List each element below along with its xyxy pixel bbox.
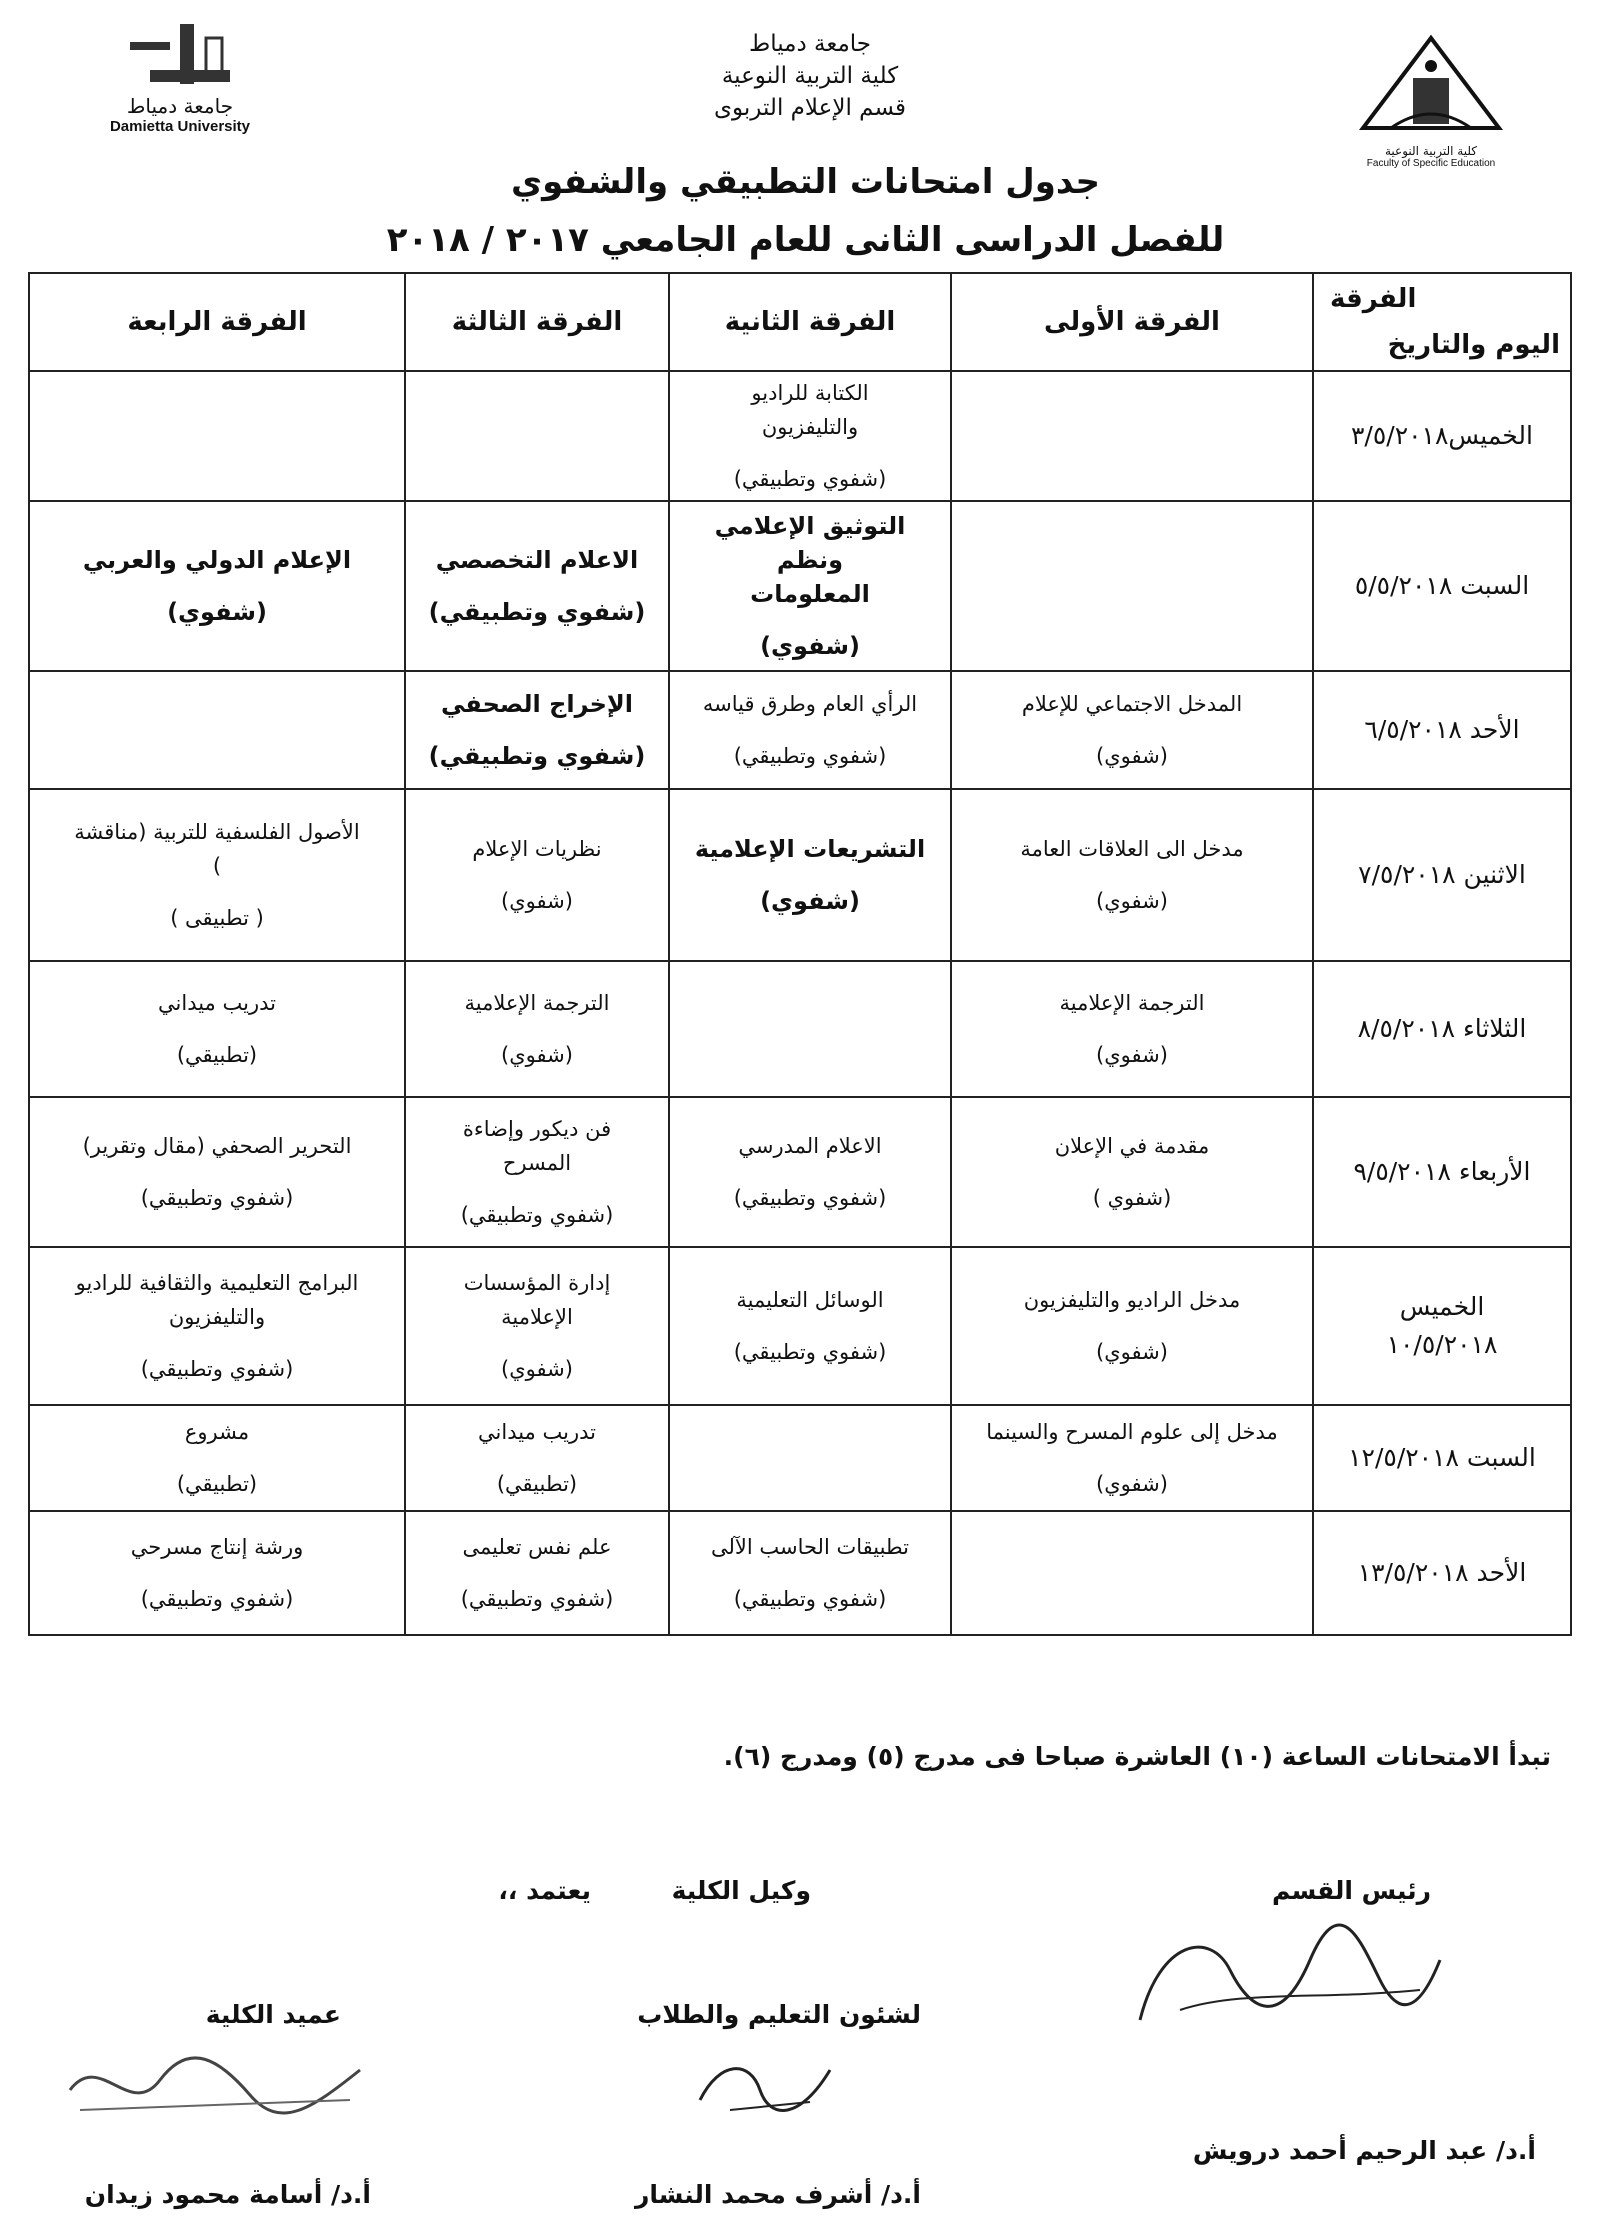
day-date-cell [1313, 1405, 1571, 1511]
subject-name: ) [212, 854, 222, 878]
subject-cell [29, 961, 405, 1097]
subject-cell [669, 1247, 951, 1405]
day-date-line: الأحد ١٣/٥/٢٠١٨ [1357, 1558, 1527, 1587]
day-date-line: الخميس [1399, 1292, 1485, 1321]
approval-label: يعتمد ،، [498, 1876, 591, 1905]
subject-cell [29, 671, 405, 789]
exam-type-label: (تطبيقي) [176, 1472, 258, 1496]
day-date-line: ١٠/٥/٢٠١٨ [1386, 1330, 1498, 1359]
column-header: الفرقة الرابعة [29, 273, 405, 371]
head-of-department-title: رئيس القسم [1271, 1876, 1431, 1905]
exam-type-label: (شفوي) [1096, 1472, 1168, 1496]
exam-type-label: (شفوي وتطبيقي) [733, 1186, 887, 1210]
vice-dean-signature-icon [690, 2040, 850, 2130]
subject-cell [29, 1511, 405, 1635]
exam-type-label: (شفوي) [1096, 1340, 1168, 1364]
document-title: جدول امتحانات التطبيقي والشفوي [511, 162, 1100, 202]
subject-cell [29, 501, 405, 671]
subject-name: مشروع [184, 1420, 250, 1444]
subject-cell [405, 671, 669, 789]
subject-name: التوثيق الإعلامي ونظم [714, 512, 906, 574]
exam-type-label: (تطبيقي) [176, 1043, 258, 1067]
day-date-cell [1313, 1511, 1571, 1635]
subject-cell [951, 1097, 1313, 1247]
subject-cell [669, 789, 951, 961]
head-of-department-name: أ.د/ عبد الرحيم أحمد درويش [1192, 2136, 1536, 2165]
day-date-line: السبت ٥/٥/٢٠١٨ [1354, 571, 1530, 600]
subject-cell [405, 501, 669, 671]
exam-type-label: (شفوي) [501, 1357, 573, 1381]
exam-type-label: (شفوي) [760, 632, 860, 660]
subject-cell [405, 371, 669, 501]
table-row [29, 961, 1571, 1097]
subject-cell [951, 1405, 1313, 1511]
dean-name: أ.د/ أسامة محمود زيدان [84, 2180, 371, 2209]
exam-type-label: (شفوي) [1096, 889, 1168, 913]
subject-name: مدخل الراديو والتليفزيون [1023, 1288, 1241, 1312]
exam-type-label: (شفوي وتطبيقي) [733, 1587, 887, 1611]
day-date-cell [1313, 371, 1571, 501]
department-name: قسم الإعلام التربوى [714, 95, 906, 121]
column-header: الفرقة الثانية [669, 273, 951, 371]
subject-cell [29, 1097, 405, 1247]
day-date-line: الثلاثاء ٨/٥/٢٠١٨ [1357, 1014, 1527, 1043]
exam-type-label: (شفوي) [501, 1043, 573, 1067]
subject-name: فن ديكور وإضاءة [462, 1117, 612, 1141]
subject-name: الاعلام التخصصي [435, 546, 639, 574]
university-name: جامعة دمياط [748, 31, 872, 57]
subject-cell [405, 1405, 669, 1511]
exam-type-label: (شفوي وتطبيقي) [460, 1587, 614, 1611]
dean-signature-icon [60, 2040, 380, 2130]
subject-cell [951, 371, 1313, 501]
dean-title: عميد الكلية [205, 2000, 341, 2029]
subject-name: والتليفزيون [761, 415, 859, 439]
subject-name: تدريب ميداني [478, 1420, 596, 1444]
exam-schedule-table [28, 272, 1572, 1636]
exam-type-label: (شفوي وتطبيقي) [140, 1186, 294, 1210]
day-date-line: الأربعاء ٩/٥/٢٠١٨ [1353, 1157, 1531, 1186]
subject-cell [951, 671, 1313, 789]
subject-cell [29, 789, 405, 961]
table-row [29, 1405, 1571, 1511]
day-date-cell [1313, 789, 1571, 961]
exam-type-label: (شفوي وتطبيقي) [733, 1340, 887, 1364]
exam-time-note: تبدأ الامتحانات الساعة (١٠) العاشرة صباحا فى مدرج (٥) ومدرج (٦). [723, 1742, 1551, 1771]
exam-type-label: ( تطبيقى ) [170, 906, 264, 930]
subject-cell [951, 501, 1313, 671]
subject-cell [669, 1405, 951, 1511]
subject-cell [405, 961, 669, 1097]
corner-header-cell [1313, 273, 1571, 371]
day-date-line: السبت ١٢/٥/٢٠١٨ [1348, 1443, 1536, 1472]
day-date-cell [1313, 1247, 1571, 1405]
university-logo [60, 20, 300, 140]
exam-type-label: (شفوي وتطبيقي) [140, 1357, 294, 1381]
table-row [29, 671, 1571, 789]
exam-type-label: (شفوي ) [1092, 1186, 1172, 1210]
subject-name: الترجمة الإعلامية [1059, 991, 1205, 1015]
corner-label-group: الفرقة [1330, 284, 1417, 314]
head-signature-icon [1120, 1900, 1460, 2050]
table-header-row [29, 273, 1571, 371]
subject-name: الإعلامية [501, 1305, 573, 1329]
exam-type-label: (شفوي وتطبيقي) [733, 467, 887, 491]
subject-cell [669, 1511, 951, 1635]
subject-name: مدخل الى العلاقات العامة [1020, 837, 1244, 861]
subject-cell [405, 789, 669, 961]
exam-type-label: (شفوي وتطبيقي) [460, 1203, 614, 1227]
exam-type-label: (شفوي) [760, 887, 860, 915]
subject-name: ورشة إنتاج مسرحي [130, 1535, 304, 1559]
university-logo-latin: Damietta University [109, 118, 251, 135]
subject-name: الكتابة للراديو [751, 381, 869, 405]
exam-type-label: (شفوي) [1096, 1043, 1168, 1067]
day-date-cell [1313, 671, 1571, 789]
subject-name: الأصول الفلسفية للتربية (مناقشة [74, 820, 360, 844]
vice-dean-title: وكيل الكلية [671, 1876, 811, 1905]
institution-header [600, 28, 1020, 124]
exam-type-label: (شفوي) [501, 889, 573, 913]
subject-cell [29, 1247, 405, 1405]
subject-name: الإخراج الصحفي [441, 690, 633, 718]
subject-cell [29, 1405, 405, 1511]
exam-type-label: (تطبيقي) [496, 1472, 578, 1496]
subject-cell [405, 1511, 669, 1635]
exam-type-label: (شفوي وتطبيقي) [140, 1587, 294, 1611]
table-row [29, 1097, 1571, 1247]
exam-type-label: (شفوي) [167, 598, 267, 626]
subject-name: الإعلام الدولي والعربي [82, 546, 352, 574]
subject-name: الترجمة الإعلامية [464, 991, 610, 1015]
exam-type-label: (شفوي وتطبيقي) [428, 742, 646, 770]
subject-name: الرأي العام وطرق قياسه [702, 692, 918, 716]
column-header: الفرقة الثالثة [405, 273, 669, 371]
table-row [29, 789, 1571, 961]
day-date-cell [1313, 961, 1571, 1097]
subject-cell [951, 789, 1313, 961]
faculty-logo [1311, 30, 1551, 170]
faculty-logo-icon [1331, 30, 1531, 140]
subject-name: والتليفزيون [168, 1305, 266, 1329]
exam-type-label: (شفوي وتطبيقي) [428, 598, 646, 626]
day-date-line: الأحد ٦/٥/٢٠١٨ [1364, 715, 1520, 744]
table-row [29, 1247, 1571, 1405]
university-logo-arabic: جامعة دمياط [126, 94, 234, 118]
subject-cell [29, 371, 405, 501]
document-subtitle: للفصل الدراسى الثانى للعام الجامعي ٢٠١٧ / ٢٠١٨ [386, 220, 1225, 260]
table-row [29, 371, 1571, 501]
subject-cell [669, 961, 951, 1097]
day-date-cell [1313, 1097, 1571, 1247]
subject-name: تدريب ميداني [158, 991, 276, 1015]
subject-name: التشريعات الإعلامية [694, 835, 926, 863]
subject-name: المعلومات [750, 580, 870, 608]
subject-cell [405, 1247, 669, 1405]
faculty-logo-caption: كلية التربية النوعية [1384, 144, 1478, 158]
subject-name: البرامج التعليمية والثقافية للراديو [75, 1271, 359, 1295]
subject-cell [669, 371, 951, 501]
subject-name: مقدمة في الإعلان [1054, 1134, 1210, 1158]
subject-name: علم نفس تعليمى [462, 1535, 612, 1559]
exam-type-label: (شفوي) [1096, 744, 1168, 768]
subject-name: التحرير الصحفي (مقال وتقرير) [82, 1134, 352, 1158]
corner-label-day-date: اليوم والتاريخ [1387, 330, 1560, 360]
university-logo-icon [120, 20, 240, 90]
vice-dean-subtitle: لشئون التعليم والطلاب [637, 2000, 921, 2029]
subject-cell [951, 1511, 1313, 1635]
faculty-logo-latin: Faculty of Specific Education [1366, 158, 1496, 169]
subject-cell [669, 501, 951, 671]
subject-name: الاعلام المدرسي [738, 1134, 882, 1158]
subject-cell [669, 1097, 951, 1247]
exam-type-label: (شفوي وتطبيقي) [733, 744, 887, 768]
subject-name: المسرح [502, 1151, 572, 1175]
subject-name: مدخل إلى علوم المسرح والسينما [986, 1420, 1278, 1444]
subject-name: الوسائل التعليمية [736, 1288, 884, 1312]
table-row [29, 1511, 1571, 1635]
subject-name: المدخل الاجتماعي للإعلام [1021, 692, 1243, 716]
vice-dean-name: أ.د/ أشرف محمد النشار [635, 2180, 921, 2209]
subject-cell [669, 671, 951, 789]
subject-name: نظريات الإعلام [472, 837, 602, 861]
faculty-name: كلية التربية النوعية [721, 63, 899, 89]
subject-name: إدارة المؤسسات [463, 1271, 611, 1295]
day-date-line: الاثنين ٧/٥/٢٠١٨ [1358, 860, 1526, 889]
subject-cell [405, 1097, 669, 1247]
subject-name: تطبيقات الحاسب الآلى [710, 1535, 909, 1559]
column-header: الفرقة الأولى [951, 273, 1313, 371]
subject-cell [951, 961, 1313, 1097]
table-row [29, 501, 1571, 671]
day-date-line: الخميس٣/٥/٢٠١٨ [1351, 421, 1533, 450]
day-date-cell [1313, 501, 1571, 671]
subject-cell [951, 1247, 1313, 1405]
